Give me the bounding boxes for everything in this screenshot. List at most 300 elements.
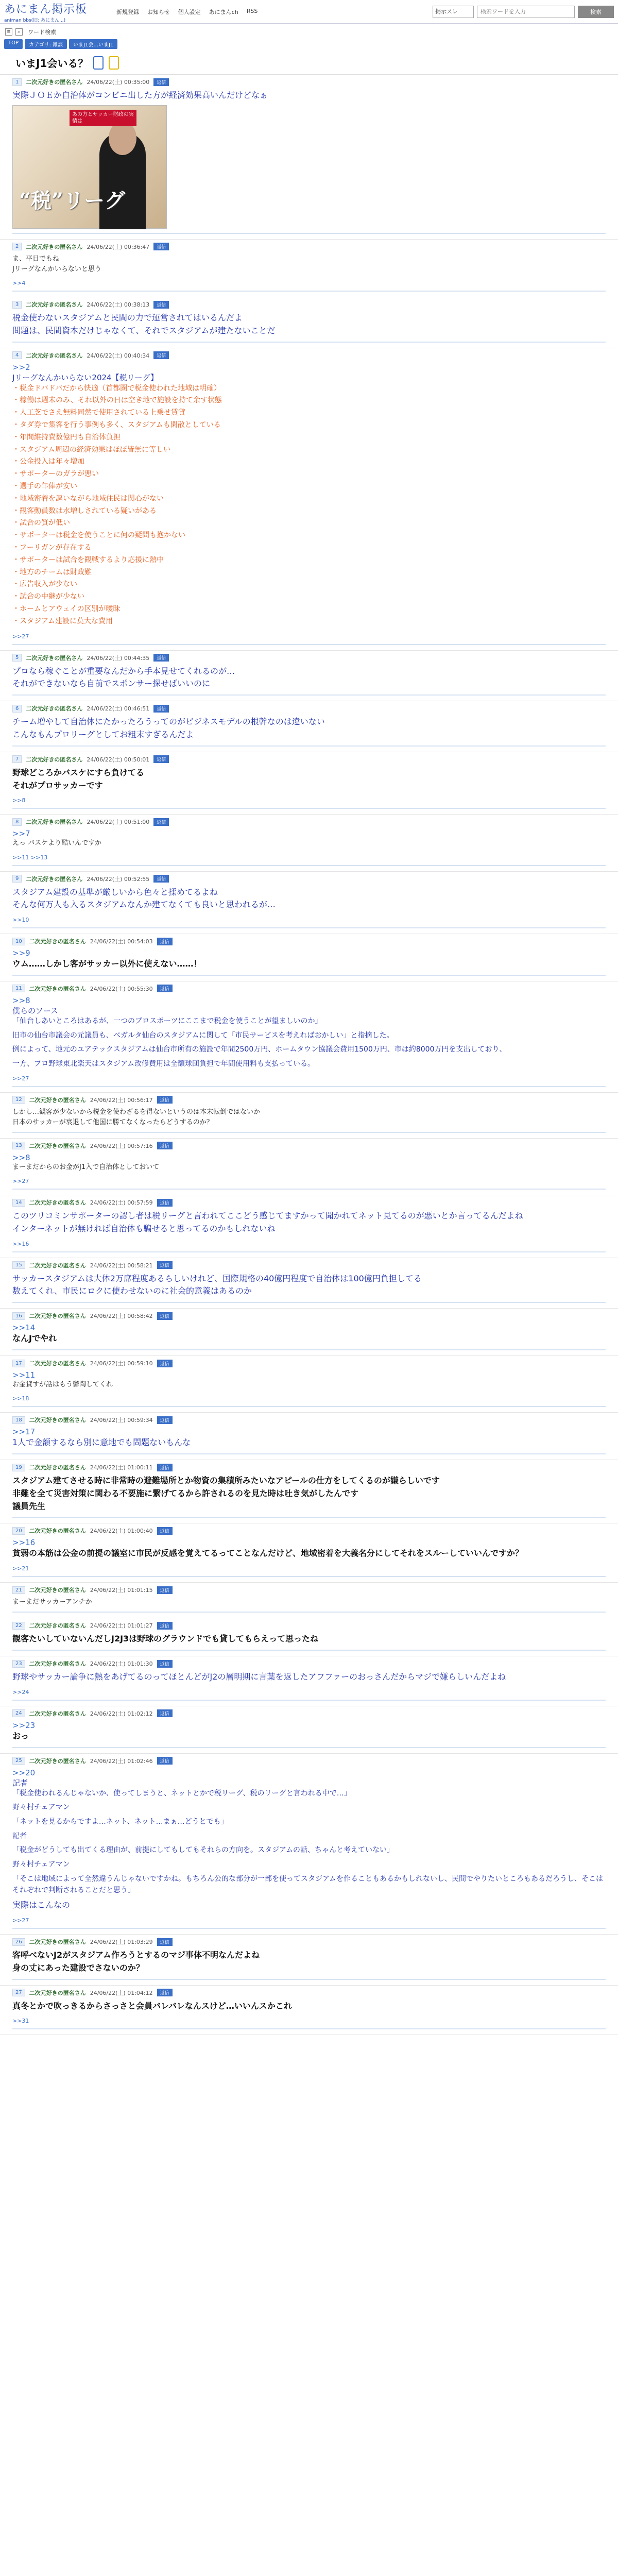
post-meta — [12, 654, 606, 662]
post — [0, 240, 618, 297]
post-list-item: ・観客動員数は水増しされている疑いがある — [12, 506, 157, 515]
post-date: 24/06/22(土) 00:59:34 — [90, 1417, 153, 1424]
reply-links[interactable]: >>8 — [12, 797, 26, 804]
post-list-item: ・サポーターは試合を観戦するより応援に熱中 — [12, 555, 164, 564]
post — [0, 1195, 618, 1258]
post-author: 二次元好きの匿名さん — [26, 243, 83, 250]
post-list-item: ・公金投入は年々増加 — [12, 457, 84, 466]
post-meta — [12, 755, 606, 764]
nav-link-animanch[interactable]: あにまんch — [209, 8, 238, 15]
post-number[interactable]: 1 — [12, 78, 22, 86]
logo-subtext: animan bbs(旧: あにまん...) — [4, 18, 66, 23]
post-anchor[interactable]: >>8 — [12, 1153, 30, 1162]
post-divider — [12, 1979, 606, 1980]
post-author: 二次元好きの匿名さん — [26, 756, 83, 763]
reply-button[interactable]: 返信 — [153, 351, 169, 359]
reply-button[interactable]: 返信 — [153, 705, 169, 713]
post-divider — [12, 1700, 606, 1701]
logo-text[interactable]: あにまん掲示板 — [4, 3, 88, 16]
post-meta — [12, 1142, 606, 1150]
post-author: 二次元好きの匿名さん — [29, 1757, 86, 1765]
post-body: スタジアム建設の基準が厳しいから色々と揉めてるよね そんな何万人も入るスタジアムなんか建てなくても良いと思われるが… — [12, 887, 276, 910]
post-number[interactable]: 18 — [12, 1416, 25, 1424]
post-anchor[interactable]: >>20 — [12, 1768, 36, 1777]
post-author: 二次元好きの匿名さん — [29, 1142, 86, 1149]
post-list-item: ・フーリガンが存在する — [12, 544, 92, 552]
post-body: えっ バスケより酷いんですか — [12, 839, 102, 848]
post-body: 野球やサッカー論争に熱をあげてるのってほとんどがJ2の層明期に言葉を返したアフファーのおっさんだからマジで嫌らしいんだよね — [12, 1672, 506, 1682]
reply-links[interactable]: >>11 >>13 — [12, 854, 48, 861]
post-author: 二次元好きの匿名さん — [26, 301, 83, 309]
post-author: 二次元好きの匿名さん — [29, 1660, 86, 1668]
post-date: 24/06/22(土) 01:00:40 — [90, 1528, 153, 1535]
reply-links[interactable]: >>18 — [12, 1395, 29, 1402]
search-button[interactable]: 検索 — [578, 6, 614, 18]
reply-button[interactable]: 返信 — [157, 938, 173, 945]
post — [0, 1139, 618, 1195]
post-number[interactable]: 9 — [12, 875, 22, 883]
post-meta — [12, 1312, 606, 1320]
reply-button[interactable]: 返信 — [157, 1586, 173, 1594]
reply-button[interactable]: 返信 — [153, 301, 169, 309]
post-number[interactable]: 14 — [12, 1199, 25, 1207]
post-list-item: ・年間維持費数億円も自治体負担 — [12, 433, 121, 442]
post-body: 観客たいしていないんだしJ2J3は野球のグラウンドでも貸してもらえって思ったね — [12, 1634, 319, 1644]
post-number[interactable]: 4 — [12, 351, 22, 359]
post-paragraph: 例によって、地元のユアテックスタジアムは仙台市所有の施設で年間2500万円、ホームタウン協議会費用1500万円、市は約8000万円を支出しており、 — [12, 1045, 507, 1054]
reply-links[interactable]: >>16 — [12, 1240, 29, 1247]
post-body: サッカースタジアムは大体2万席程度あるらしいけれど、国際規格の40億円程度で自治体は100億円負担してる 数えてくれ、市民にロクに使わせないのに社会的意義はあるのか — [12, 1273, 422, 1296]
post-date: 24/06/22(土) 00:54:03 — [90, 938, 153, 945]
post-divider — [12, 927, 606, 928]
post-author: 二次元好きの匿名さん — [29, 1096, 86, 1104]
post-list-item: ・地域密着を謳いながら地域住民は関心がない — [12, 494, 164, 503]
post-thumbnail[interactable] — [12, 105, 167, 229]
post-date: 24/06/22(土) 00:58:42 — [90, 1313, 153, 1320]
post-body: 税金使わないスタジアムと民間の力で運営されてはいるんだよ 問題は、民間資本だけじゃなくて、それでスタジアムが建たないことだ — [12, 313, 276, 335]
post-body: しかし…観客が少ないから税金を使わざるを得ないというのは本末転倒ではないか 日本のサッカーが衰退して他国に勝てなくなったらどうするのか？ — [12, 1108, 261, 1126]
post — [0, 752, 618, 815]
post-date: 24/06/22(土) 01:01:15 — [90, 1587, 153, 1594]
nav-link-rss[interactable]: RSS — [246, 7, 258, 14]
post-date: 24/06/22(土) 00:40:34 — [87, 352, 150, 359]
post-meta — [12, 351, 606, 360]
post-divider — [12, 745, 606, 747]
reply-button[interactable]: 返信 — [157, 1360, 173, 1367]
post-meta — [12, 1463, 606, 1471]
reply-links[interactable]: >>27 — [12, 1075, 29, 1082]
post-meta — [12, 300, 606, 309]
post-body: 実際ＪＯＥか自治体がコンビニ出した方が経済効果高いんだけどなぁ — [12, 90, 268, 100]
post-number[interactable]: 19 — [12, 1464, 25, 1471]
post-meta — [12, 1096, 606, 1104]
post — [0, 1986, 618, 2036]
post-divider — [12, 1747, 606, 1748]
post-anchor[interactable]: >>11 — [12, 1370, 36, 1380]
post — [0, 1258, 618, 1309]
post-list-item: ・人工芝でさえ無料同然で使用されている上乗せ賃貸 — [12, 409, 185, 417]
post-heading: 僕らのソース — [12, 1006, 58, 1015]
menu-icon[interactable]: ≡ — [5, 28, 12, 36]
post-divider — [12, 1132, 606, 1133]
reply-links[interactable]: >>27 — [12, 1917, 29, 1924]
post-date: 24/06/22(土) 00:57:16 — [90, 1142, 153, 1149]
post — [0, 1460, 618, 1523]
reply-button[interactable]: 返信 — [157, 1312, 173, 1320]
post-divider — [12, 1650, 606, 1651]
post-body: まーまだサッカーアンチか — [12, 1598, 92, 1606]
post-date: 24/06/22(土) 00:51:00 — [87, 819, 150, 826]
post-body: プロなら稼ぐことが重要なんだから手本見せてくれるのが… それができないなら自前でスポンサー探せばいいのに — [12, 666, 235, 689]
reply-links[interactable]: >>21 — [12, 1565, 29, 1572]
post-meta — [12, 704, 606, 713]
post-meta — [12, 818, 606, 826]
post-list-item: ・地方のチームは財政難 — [12, 568, 92, 577]
post-divider — [12, 1612, 606, 1613]
reply-button[interactable]: 返信 — [153, 818, 169, 826]
post-anchor[interactable]: >>7 — [12, 829, 30, 839]
post-divider — [12, 2028, 606, 2029]
post — [0, 348, 618, 651]
post — [0, 934, 618, 981]
post-date: 24/06/22(土) 01:03:29 — [90, 1939, 153, 1946]
post-number[interactable]: 11 — [12, 985, 25, 992]
search-icon[interactable]: ⌕ — [15, 28, 23, 36]
reply-button[interactable]: 返信 — [157, 1938, 173, 1946]
post-meta — [12, 1586, 606, 1594]
thumbnail-title: “税”リーグ — [19, 188, 126, 213]
post-number[interactable]: 10 — [12, 938, 25, 945]
post-heading: Jリーグなんかいらない2024【税リーグ】 — [12, 372, 159, 382]
reply-button[interactable]: 返信 — [157, 985, 173, 992]
post-author: 二次元好きの匿名さん — [29, 1464, 86, 1471]
post-anchor[interactable]: >>8 — [12, 995, 30, 1005]
reply-button[interactable]: 返信 — [153, 78, 169, 86]
post-date: 24/06/22(土) 00:59:10 — [90, 1360, 153, 1367]
post — [0, 1309, 618, 1356]
post-date: 24/06/22(土) 01:04:12 — [90, 1989, 153, 1996]
post-meta — [12, 1621, 606, 1630]
reply-button[interactable]: 返信 — [157, 1261, 173, 1269]
reply-button[interactable]: 返信 — [157, 1527, 173, 1535]
post-anchor[interactable]: >>16 — [12, 1538, 36, 1548]
post-anchor[interactable]: >>2 — [12, 362, 30, 372]
post-author: 二次元好きの匿名さん — [29, 1989, 86, 1996]
post-date: 24/06/22(土) 00:52:55 — [87, 875, 150, 883]
post-meta — [12, 937, 606, 945]
post-author: 二次元好きの匿名さん — [29, 1360, 86, 1367]
post-date: 24/06/22(土) 00:36:47 — [87, 243, 150, 250]
post-body: なんJでやれ — [12, 1333, 57, 1344]
post-paragraph: 「税金がどうしても出てくる理由が、前提にしてもしてもそれらの方向を。スタジアムの話、ちゃんと考えていない」 — [12, 1846, 394, 1855]
post-number[interactable]: 3 — [12, 301, 22, 309]
post-list-item: ・稼働は週末のみ、それ以外の日は空き地で施設を持て余す状態 — [12, 396, 222, 405]
post-author: 二次元好きの匿名さん — [29, 1939, 86, 1946]
post-meta — [12, 985, 606, 993]
post — [0, 1656, 618, 1706]
post — [0, 651, 618, 702]
post-meta — [12, 1198, 606, 1207]
nav-link-news[interactable]: お知らせ — [147, 8, 170, 15]
post-anchor[interactable]: >>17 — [12, 1427, 36, 1437]
post — [0, 1523, 618, 1583]
post — [0, 1413, 618, 1460]
nav-link-settings[interactable]: 個人設定 — [178, 8, 201, 15]
post-number[interactable]: 21 — [12, 1586, 25, 1594]
post — [0, 872, 618, 935]
post-divider — [12, 1928, 606, 1929]
reply-links[interactable]: >>27 — [12, 1178, 29, 1185]
post-body: ま、平日でもね Jリーグなんかいらないと思う — [12, 255, 101, 273]
post-meta — [12, 1659, 606, 1668]
post-author: 二次元好きの匿名さん — [29, 1710, 86, 1717]
nav-link-register[interactable]: 新規登録 — [116, 8, 139, 15]
post-list-item: ・スタジアム建設に莫大な費用 — [12, 617, 113, 625]
post-number[interactable]: 7 — [12, 755, 22, 763]
post-number[interactable]: 24 — [12, 1709, 25, 1717]
post-number[interactable]: 26 — [12, 1938, 25, 1946]
post-meta — [12, 1938, 606, 1946]
post-date: 24/06/22(土) 00:35:00 — [87, 79, 150, 86]
post-date: 24/06/22(土) 00:56:17 — [90, 1096, 153, 1104]
post-list-item: ・税金ドバドバだから快適（首都圏で税金使われた地域は明確） — [12, 384, 221, 393]
post-number[interactable]: 15 — [12, 1261, 25, 1269]
reply-button[interactable]: 返信 — [153, 875, 169, 883]
post-body: まーまだからのお金がJ1入で自治体としておいて — [12, 1163, 160, 1171]
reply-button[interactable]: 返信 — [157, 1757, 173, 1765]
post-date: 24/06/22(土) 01:02:46 — [90, 1757, 153, 1765]
reply-button[interactable]: 返信 — [157, 1660, 173, 1668]
post — [0, 1754, 618, 1935]
reply-button[interactable]: 返信 — [153, 654, 169, 662]
post-author: 二次元好きの匿名さん — [29, 1313, 86, 1320]
post-number[interactable]: 8 — [12, 818, 22, 826]
post-list-item: ・試合の中継が少ない — [12, 592, 84, 601]
post-body: 客呼べないJ2がスタジアム作ろうとするのマジ事体不明なんだよね 身の丈にあった建設でさないのか？ — [12, 1950, 260, 1973]
post-author: 二次元好きの匿名さん — [29, 985, 86, 992]
post-body: ウム……しかし客がサッカー以外に使えない……！ — [12, 959, 202, 969]
site-header — [0, 0, 618, 24]
post-author: 二次元好きの匿名さん — [26, 654, 83, 662]
reply-button[interactable]: 返信 — [157, 1709, 173, 1717]
bookmark-icon[interactable] — [109, 56, 119, 70]
reply-links[interactable]: >>10 — [12, 917, 29, 924]
post-list-item: ・サポーターは税金を使うことに何の疑問も抱かない — [12, 531, 185, 540]
thumbnail-caption: あの方とサッカー財政の実情は — [70, 110, 136, 126]
post — [0, 1093, 618, 1139]
post-meta — [12, 78, 606, 86]
subbar — [0, 24, 618, 38]
post-paragraph: 野々村チェアマン — [12, 1803, 70, 1812]
post-divider — [12, 1302, 606, 1303]
post-list-item: ・ホームとアウェイの区別が曖昧 — [12, 605, 121, 614]
post-author: 二次元好きの匿名さん — [29, 1587, 86, 1594]
post-date: 24/06/22(土) 00:50:01 — [87, 756, 150, 763]
post-divider — [12, 1517, 606, 1518]
post-divider — [12, 342, 606, 343]
post-author: 二次元好きの匿名さん — [26, 875, 83, 883]
post-list-item: ・広告収入が少ない — [12, 580, 77, 589]
post-tail: 実際はこんなの — [12, 1900, 71, 1910]
breadcrumb — [0, 38, 618, 52]
post — [0, 1356, 618, 1413]
post-author: 二次元好きの匿名さん — [26, 705, 83, 713]
post-meta — [12, 243, 606, 251]
post-author: 二次元好きの匿名さん — [29, 938, 86, 945]
post-divider — [12, 1349, 606, 1350]
post-date: 24/06/22(土) 01:02:12 — [90, 1710, 153, 1717]
post-number[interactable]: 6 — [12, 705, 22, 713]
post-date: 24/06/22(土) 00:44:35 — [87, 654, 150, 662]
reply-button[interactable]: 返信 — [157, 1199, 173, 1207]
post-paragraph: 旧市の仙台市議会の元議員も、ベガルタ仙台のスタジアムに関して「市民サービスを考えればおかしい」と指摘した。 — [12, 1031, 394, 1040]
post-divider — [12, 865, 606, 866]
post-date: 24/06/22(土) 00:55:30 — [90, 985, 153, 992]
post-meta — [12, 1416, 606, 1424]
post-paragraph: 「仙台しあいところはあるが、一つのプロスポーツにここまで税金を使うことが望ましいのか」 — [12, 1016, 322, 1025]
post-divider — [12, 975, 606, 976]
reply-button[interactable]: 返信 — [157, 1142, 173, 1149]
reply-button[interactable]: 返信 — [153, 755, 169, 763]
post-number[interactable]: 17 — [12, 1360, 25, 1367]
reply-links[interactable]: >>31 — [12, 2018, 29, 2025]
post-body: 真冬とかで吹っきるからさっさと会員バレバレなんスけど…いいんスかこれ — [12, 2001, 292, 2011]
share-icon[interactable] — [93, 56, 104, 70]
breadcrumb-top[interactable]: TOP — [4, 39, 23, 49]
post-author: 二次元好きの匿名さん — [29, 1528, 86, 1535]
post-anchor[interactable]: >>9 — [12, 948, 30, 958]
breadcrumb-category[interactable]: カテゴリ: 雑談 — [25, 39, 67, 49]
post-meta — [12, 1709, 606, 1718]
post-date: 24/06/22(土) 00:38:13 — [87, 301, 150, 309]
post-anchor[interactable]: >>23 — [12, 1720, 36, 1730]
site-logo[interactable] — [4, 1, 112, 23]
post-divider — [12, 291, 606, 292]
post-number[interactable]: 5 — [12, 654, 22, 662]
post-meta — [12, 1757, 606, 1765]
reply-links[interactable]: >>4 — [12, 280, 26, 287]
post-paragraph: 「税金使われるんじゃないか、使ってしまうと、ネットとかで税リーグ、税のリーグと言われる中で…」 — [12, 1789, 351, 1798]
post-divider — [12, 694, 606, 696]
post-date: 24/06/22(土) 01:01:30 — [90, 1660, 153, 1668]
post-date: 24/06/22(土) 00:57:59 — [90, 1199, 153, 1207]
post-divider — [12, 233, 606, 234]
post — [0, 297, 618, 348]
post-body: 1人で金額するなら別に意地でも問題ないもんな — [12, 1437, 191, 1448]
post-number[interactable]: 25 — [12, 1757, 25, 1765]
post-divider — [12, 1189, 606, 1190]
post-body: おっ — [12, 1731, 29, 1741]
post-anchor[interactable]: >>14 — [12, 1323, 36, 1333]
post-divider — [12, 1406, 606, 1407]
post-list-item: ・スタジアム周辺の経済効果はほぼ皆無に等しい — [12, 445, 171, 454]
reply-button[interactable]: 返信 — [153, 243, 169, 250]
reply-button[interactable]: 返信 — [157, 1464, 173, 1471]
post-number[interactable]: 13 — [12, 1142, 25, 1149]
post-meta — [12, 1527, 606, 1535]
post-author: 二次元好きの匿名さん — [29, 1622, 86, 1630]
post-paragraph: 一方、プロ野球東北楽天はスタジアム改修費用は全額球団負担で年間使用料も支払っている。 — [12, 1059, 315, 1068]
post-body: お金貸すが話はもう鬱陶してくれ — [12, 1381, 113, 1389]
post — [0, 1935, 618, 1986]
post-author: 二次元好きの匿名さん — [29, 1199, 86, 1207]
post-meta — [12, 1261, 606, 1269]
post-divider — [12, 644, 606, 645]
reply-links[interactable]: >>24 — [12, 1688, 29, 1696]
post-list-item: ・選手の年俸が安い — [12, 482, 77, 491]
reply-button[interactable]: 返信 — [157, 1989, 173, 1996]
post-divider — [12, 1251, 606, 1252]
post — [0, 815, 618, 871]
post-list-item: ・サポーターのガラが悪い — [12, 470, 99, 479]
reply-button[interactable]: 返信 — [157, 1096, 173, 1104]
post-meta — [12, 1989, 606, 1997]
post-heading: 記者 — [12, 1778, 28, 1788]
post-meta — [12, 875, 606, 883]
reply-links[interactable]: >>27 — [12, 633, 29, 640]
post-paragraph: 記者 — [12, 1832, 27, 1840]
post-number[interactable]: 20 — [12, 1527, 25, 1535]
post-date: 24/06/22(土) 00:58:21 — [90, 1262, 153, 1269]
post-number[interactable]: 23 — [12, 1660, 25, 1668]
post-divider — [12, 1576, 606, 1577]
page-title: いまJ1会いる？ — [15, 57, 89, 70]
search-input[interactable] — [477, 6, 575, 18]
reply-button[interactable]: 返信 — [157, 1416, 173, 1424]
post-body: チーム増やして自治体にたかったろうってのがビジネスモデルの根幹なのは違いない こんなもんプロリーグとしてお粗末すぎるんだよ — [12, 717, 325, 739]
post-paragraph: 「ネットを見るからですよ…ネット、ネット…まぁ…どうとでも」 — [12, 1818, 228, 1826]
post — [0, 1618, 618, 1656]
post-list-item: ・タダ券で集客を行う事例も多く、スタジアムも閑散としている — [12, 421, 221, 430]
post-body: スタジアム建てさせる時に非常時の避難場所とか物資の集積所みたいなアピールの仕方をしてくるのが嫌らしいです 非難を全て災害対策に関わる不要施に繋げてるから許されるのを見た時は吐き気がしたんです 議員先生 — [12, 1476, 440, 1511]
post-date: 24/06/22(土) 01:01:27 — [90, 1622, 153, 1630]
post-body: 貧弱の本筋は公金の前提の議室に市民が反感を覚えてるってことなんだけど、地域密着を大義名分にしてそれをスルーしていいんですか？ — [12, 1548, 524, 1558]
post-author: 二次元好きの匿名さん — [26, 79, 83, 86]
reply-button[interactable]: 返信 — [157, 1622, 173, 1630]
title-row — [0, 52, 618, 75]
post — [0, 701, 618, 752]
search-scope-select[interactable]: 掲示スレ — [433, 6, 474, 18]
keyword-search-label[interactable]: ワード検索 — [28, 29, 56, 36]
post — [0, 981, 618, 1093]
post-number[interactable]: 27 — [12, 1989, 25, 1996]
post-number[interactable]: 16 — [12, 1312, 25, 1320]
post-divider — [12, 808, 606, 809]
post-author: 二次元好きの匿名さん — [29, 1262, 86, 1269]
post-meta — [12, 1359, 606, 1367]
post-author: 二次元好きの匿名さん — [26, 819, 83, 826]
post — [0, 1583, 618, 1618]
post-number[interactable]: 2 — [12, 243, 22, 250]
post-divider — [12, 1453, 606, 1454]
post — [0, 75, 618, 240]
post-body: このツリコミンサポーターの認し者は税リーグと言われてここどう感じてますかって聞かれてネット見てるのが悪いとか言ってるんだよね インターネットが無ければ自治体も騙せると思ってるのかもしれないね — [12, 1211, 523, 1233]
top-nav — [116, 8, 258, 16]
breadcrumb-thread[interactable]: いまJ1会...いまJ1 — [69, 39, 117, 49]
post-author: 二次元好きの匿名さん — [26, 352, 83, 359]
post — [0, 1706, 618, 1754]
post-date: 24/06/22(土) 00:46:51 — [87, 705, 150, 713]
post-list — [0, 75, 618, 2035]
post-number[interactable]: 12 — [12, 1096, 25, 1104]
post-author: 二次元好きの匿名さん — [29, 1417, 86, 1424]
post-body: 野球どころかバスケにすら負けてる それがプロサッカーです — [12, 767, 145, 790]
post-divider — [12, 1086, 606, 1087]
post-number[interactable]: 22 — [12, 1622, 25, 1630]
post-paragraph: 「そこは地域によって全然違うんじゃないですかね。もちろん公的な部分が一部を使ってスタジアムを作ることもあるかもしれないし、民間でやりたいところもあるだろうし、そこはそれぞれで判断されることだと思う」 — [12, 1874, 604, 1894]
post-paragraph: 野々村チェアマン — [12, 1860, 70, 1869]
post-list-item: ・試合の質が低い — [12, 519, 70, 528]
